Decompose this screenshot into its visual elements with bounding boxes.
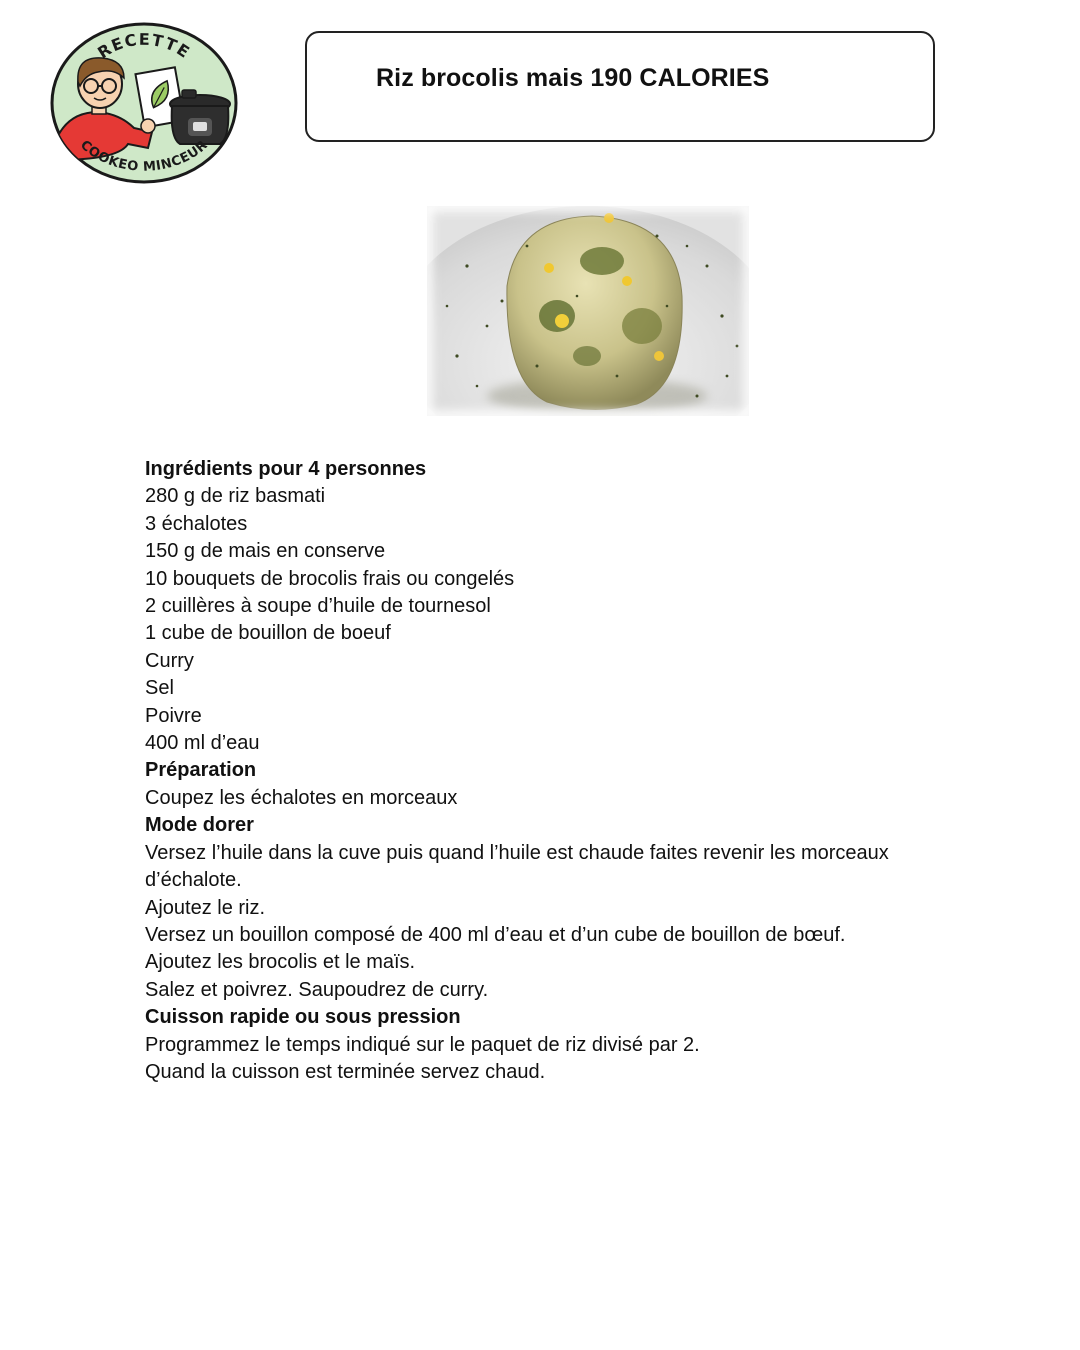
mode-dorer-step: Versez l’huile dans la cuve puis quand l’huile est chaude faites revenir les morceaux d’échalote. — [145, 841, 889, 892]
mode-dorer-heading: Mode dorer — [145, 814, 254, 837]
list-item: Sel — [145, 677, 174, 700]
ingredients-heading: Ingrédients pour 4 personnes — [145, 458, 427, 480]
list-item: 150 g de mais en conserve — [145, 540, 386, 563]
cuisson-step: Programmez le temps indiqué sur le paquet de riz divisé par 2. — [145, 1033, 700, 1056]
preparation-heading: Préparation — [145, 759, 257, 782]
logo-bottom-text: COOKEO MINCEUR — [77, 137, 211, 175]
cuisson-step: Quand la cuisson est terminée servez chaud. — [145, 1060, 546, 1083]
recipe-content — [145, 456, 965, 1086]
mode-dorer-step: Salez et poivrez. Saupoudrez de curry. — [145, 978, 489, 1001]
title-box — [305, 31, 935, 142]
list-item: 1 cube de bouillon de boeuf — [145, 622, 391, 645]
list-item: 3 échalotes — [145, 512, 248, 535]
mode-dorer-step: Ajoutez les brocolis et le maïs. — [145, 951, 416, 974]
list-item: Curry — [145, 649, 194, 672]
ingredients-list — [145, 483, 965, 757]
dome-of-rice-icon — [427, 206, 749, 416]
logo-top-text: RECETTE — [94, 29, 194, 63]
list-item: 2 cuillères à soupe d’huile de tournesol — [145, 595, 491, 618]
cookeo-logo-icon — [48, 20, 240, 186]
mode-dorer-step: Ajoutez le riz. — [145, 896, 266, 919]
list-item: 400 ml d’eau — [145, 732, 260, 755]
page-title: Riz brocolis mais 190 CALORIES — [376, 64, 770, 92]
logo — [48, 20, 240, 186]
list-item: 280 g de riz basmati — [145, 485, 326, 508]
cuisson-heading: Cuisson rapide ou sous pression — [145, 1006, 461, 1029]
mode-dorer-step: Versez un bouillon composé de 400 ml d’eau et d’un cube de bouillon de bœuf. — [145, 923, 846, 946]
recipe-photo — [427, 206, 749, 416]
list-item: Poivre — [145, 704, 202, 727]
list-item: 10 bouquets de brocolis frais ou congelés — [145, 567, 515, 590]
preparation-step: Coupez les échalotes en morceaux — [145, 786, 458, 809]
